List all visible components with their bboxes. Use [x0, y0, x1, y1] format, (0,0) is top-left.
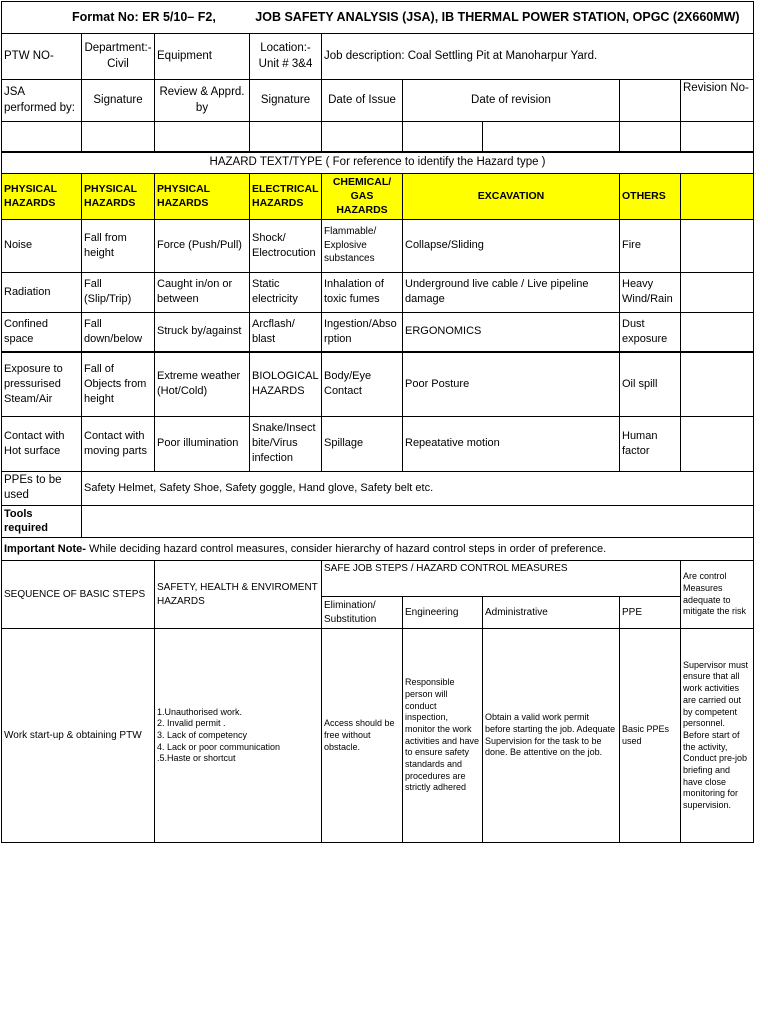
- jsa-table: [1, 1, 754, 843]
- step-engineering: Responsible person will conduct inspection, monitor the work activities and have to ensure safety standards and procedures are strictly adhered: [403, 629, 483, 843]
- hazard-item: Ingestion/Absorption: [322, 312, 403, 352]
- hazard-category: PHYSICAL HAZARDS: [82, 174, 155, 220]
- hazard-line: 1.Unauthorised work.: [157, 706, 243, 717]
- date-of-revision-value: [403, 122, 483, 152]
- ptw-no-label: PTW NO-: [2, 34, 82, 80]
- hazard-item: Dust exposure: [620, 312, 681, 352]
- hazard-item: Poor illumination: [155, 416, 250, 471]
- signature-label: Signature: [250, 80, 322, 122]
- hazard-section-heading: HAZARD TEXT/TYPE ( For reference to identify the Hazard type ): [2, 152, 754, 174]
- adequate-header: Are control Measures adequate to mitigate the risk: [681, 561, 754, 629]
- hazard-item: Flammable/ Explosive substances: [322, 219, 403, 272]
- revision-no-value: [681, 122, 754, 152]
- ptw-no-value: [2, 122, 82, 152]
- hazard-category: EXCAVATION: [403, 174, 620, 220]
- hazard-line: 3. Lack of competency: [157, 729, 248, 740]
- hazard-category: CHEMICAL/ GAS HAZARDS: [322, 174, 403, 220]
- jsa-form: [1, 1, 753, 843]
- step-ppe: Basic PPEs used: [620, 629, 681, 843]
- hazard-item: BIOLOGICAL HAZARDS: [250, 352, 322, 416]
- hazard-item: Static electricity: [250, 272, 322, 312]
- hazard-category: OTHERS: [620, 174, 681, 220]
- hazard-item: Fire: [620, 219, 681, 272]
- hazard-category: ELECTRICAL HAZARDS: [250, 174, 322, 220]
- review-value: [155, 122, 250, 152]
- blank-cell: [681, 219, 754, 272]
- step-elimination: Access should be free without obstacle.: [322, 629, 403, 843]
- hazard-item: Spillage: [322, 416, 403, 471]
- hazard-item: Exposure to pressurised Steam/Air: [2, 352, 82, 416]
- hazard-item: Struck by/against: [155, 312, 250, 352]
- signature-label: Signature: [82, 80, 155, 122]
- department-label: Department:- Civil: [82, 34, 155, 80]
- hazard-item: Contact with moving parts: [82, 416, 155, 471]
- blank-cell: [620, 122, 681, 152]
- hazard-item: ERGONOMICS: [403, 312, 620, 352]
- date-of-revision-value: [483, 122, 620, 152]
- hazard-item: Inhalation of toxic fumes: [322, 272, 403, 312]
- hazard-item: Shock/ Electrocution: [250, 219, 322, 272]
- hazard-item: Poor Posture: [403, 352, 620, 416]
- hazard-item: Snake/Insect bite/Virus infection: [250, 416, 322, 471]
- review-label: Review & Apprd. by: [155, 80, 250, 122]
- step-adequate: Supervisor must ensure that all work activities are carried out by competent personnel. Before start of the activity, Conduct pre-job briefing and have close monitoring for supervision.: [681, 629, 754, 843]
- hazard-item: Extreme weather (Hot/Cold): [155, 352, 250, 416]
- hazard-item: Underground live cable / Live pipeline damage: [403, 272, 620, 312]
- blank-cell: [681, 416, 754, 471]
- blank-cell: [681, 312, 754, 352]
- hazard-item: Noise: [2, 219, 82, 272]
- date-of-issue-value: [322, 122, 403, 152]
- control-measures-header: SAFE JOB STEPS / HAZARD CONTROL MEASURES: [322, 561, 681, 597]
- engineering-header: Engineering: [403, 597, 483, 629]
- hazard-category: [681, 174, 754, 220]
- administrative-header: Administrative: [483, 597, 620, 629]
- date-of-revision-label: Date of revision: [403, 80, 620, 122]
- hazard-category: PHYSICAL HAZARDS: [2, 174, 82, 220]
- page-title: JOB SAFETY ANALYSIS (JSA), IB THERMAL POWER STATION, OPGC (2X660MW): [255, 10, 740, 25]
- note-text: While deciding hazard control measures, consider hierarchy of hazard control steps in order of preference.: [85, 542, 607, 555]
- hazards-header: SAFETY, HEALTH & ENVIROMENT HAZARDS: [155, 561, 322, 629]
- hazard-item: Force (Push/Pull): [155, 219, 250, 272]
- ppes-label: PPEs to be used: [2, 471, 82, 505]
- hazard-item: Arcflash/ blast: [250, 312, 322, 352]
- ppes-value: Safety Helmet, Safety Shoe, Safety goggle, Hand glove, Safety belt etc.: [82, 471, 754, 505]
- revision-no-label: Revision No-: [681, 80, 754, 122]
- hazard-item: Body/Eye Contact: [322, 352, 403, 416]
- step-hazards: [155, 629, 322, 843]
- hazard-item: Contact with Hot surface: [2, 416, 82, 471]
- hazard-item: Human factor: [620, 416, 681, 471]
- format-number: Format No: ER 5/10– F2,: [72, 10, 216, 25]
- signature-value: [82, 122, 155, 152]
- hazard-line: .5.Haste or shortcut: [157, 753, 236, 764]
- hazard-item: Fall from height: [82, 219, 155, 272]
- important-note: [2, 538, 754, 561]
- signature-value: [250, 122, 322, 152]
- tools-label: Tools required: [2, 505, 82, 538]
- date-of-issue-label: Date of Issue: [322, 80, 403, 122]
- hazard-item: Radiation: [2, 272, 82, 312]
- ppe-header: PPE: [620, 597, 681, 629]
- form-title-row: [2, 2, 754, 34]
- blank-cell: [620, 80, 681, 122]
- hazard-item: Caught in/on or between: [155, 272, 250, 312]
- job-description: Job description: Coal Settling Pit at Manoharpur Yard.: [322, 34, 754, 80]
- blank-cell: [681, 352, 754, 416]
- note-label: Important Note-: [4, 542, 86, 555]
- hazard-category: PHYSICAL HAZARDS: [155, 174, 250, 220]
- hazard-item: Fall down/below: [82, 312, 155, 352]
- sequence-header: SEQUENCE OF BASIC STEPS: [2, 561, 155, 629]
- hazard-item: Heavy Wind/Rain: [620, 272, 681, 312]
- elimination-header: Elimination/ Substitution: [322, 597, 403, 629]
- hazard-item: Repeatative motion: [403, 416, 620, 471]
- location-label: Location:- Unit # 3&4: [250, 34, 322, 80]
- jsa-performed-by-label: JSA performed by:: [2, 80, 82, 122]
- equipment-label: Equipment: [155, 34, 250, 80]
- hazard-item: Oil spill: [620, 352, 681, 416]
- hazard-item: Confined space: [2, 312, 82, 352]
- blank-cell: [681, 272, 754, 312]
- hazard-item: Collapse/Sliding: [403, 219, 620, 272]
- hazard-item: Fall of Objects from height: [82, 352, 155, 416]
- hazard-line: 4. Lack or poor communication: [157, 741, 281, 752]
- step-administrative: Obtain a valid work permit before starting the job. Adequate Supervision for the task to be done. Be attentive on the job.: [483, 629, 620, 843]
- hazard-line: 2. Invalid permit .: [157, 718, 226, 729]
- tools-value: [82, 505, 754, 538]
- step-name: Work start-up & obtaining PTW: [2, 629, 155, 843]
- hazard-item: Fall (Slip/Trip): [82, 272, 155, 312]
